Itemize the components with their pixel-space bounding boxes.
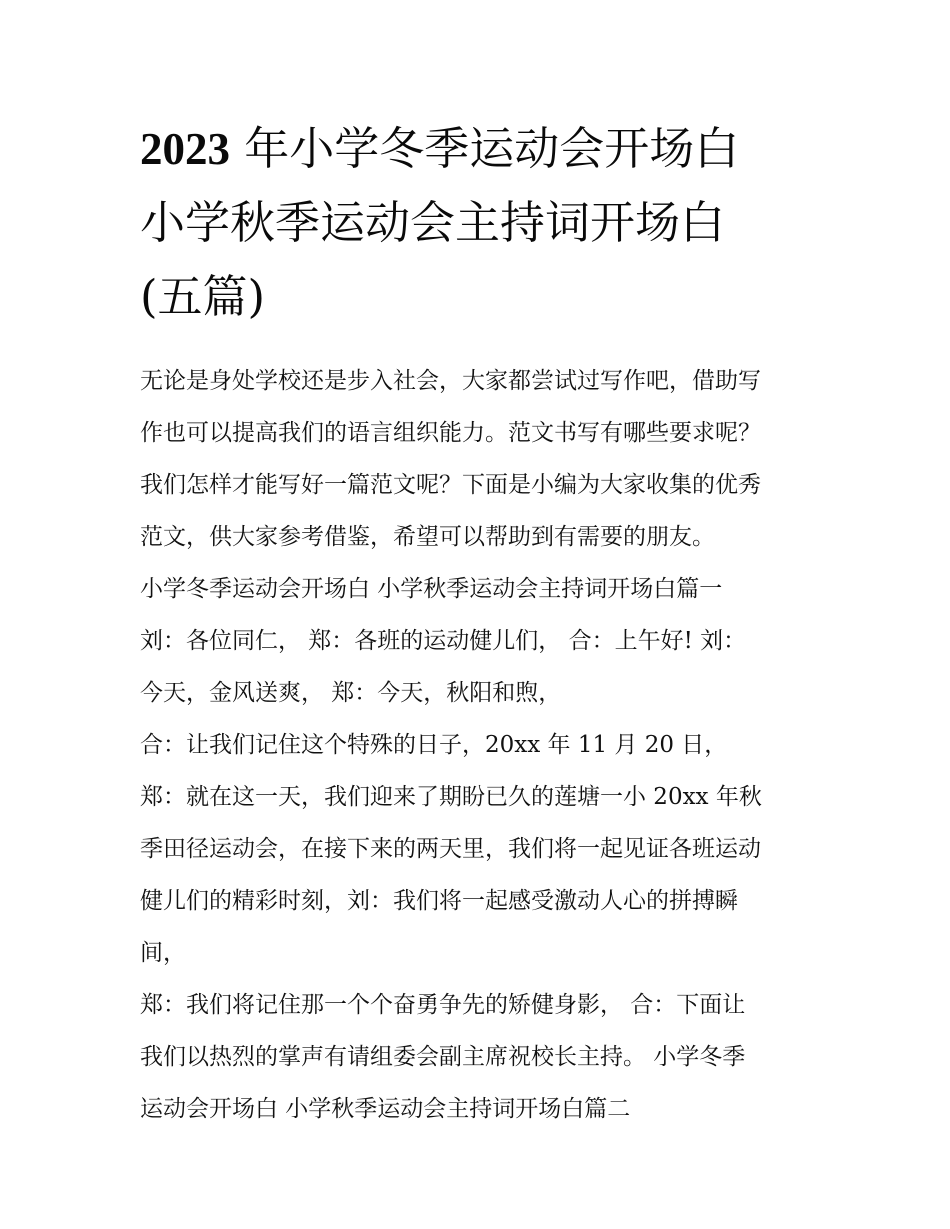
document-body — [140, 355, 820, 1135]
title-line-2: 小学秋季运动会主持词开场白 — [140, 196, 726, 249]
title-line-3: (五篇) — [140, 270, 266, 323]
document-title — [140, 112, 820, 334]
body-line: 郑：我们将记住那一个个奋勇争先的矫健身影， 合：下面让 — [140, 992, 746, 1018]
body-line: 季田径运动会，在接下来的两天里，我们将一起见证各班运动 — [140, 836, 761, 862]
body-line: 范文，供大家参考借鉴，希望可以帮助到有需要的朋友。 — [140, 524, 715, 550]
body-line: 作也可以提高我们的语言组织能力。范文书写有哪些要求呢？ — [140, 420, 761, 446]
body-line: 无论是身处学校还是步入社会，大家都尝试过写作吧，借助写 — [140, 368, 761, 394]
title-line-1 — [140, 112, 820, 186]
body-line: 小学冬季运动会开场白 小学秋季运动会主持词开场白篇一 — [140, 576, 723, 602]
body-line: 我们以热烈的掌声有请组委会副主席祝校长主持。 小学冬季 — [140, 1044, 746, 1070]
body-line: 郑：就在这一天，我们迎来了期盼已久的莲塘一小 20xx 年秋 — [140, 784, 762, 810]
body-line: 健儿们的精彩时刻，刘：我们将一起感受激动人心的拼搏瞬 — [140, 888, 738, 914]
body-line: 间， — [140, 940, 186, 966]
title-line-1-text: 年小学冬季运动会开场白 — [230, 122, 740, 175]
body-line: 刘：各位同仁， 郑：各班的运动健儿们， 合：上午好! 刘： — [140, 628, 747, 654]
body-line: 运动会开场白 小学秋季运动会主持词开场白篇二 — [140, 1096, 631, 1122]
body-line: 今天，金风送爽， 郑：今天，秋阳和煦， — [140, 680, 562, 706]
body-line: 合：让我们记住这个特殊的日子，20xx 年 11 月 20 日， — [140, 732, 728, 758]
title-year: 2023 — [140, 124, 230, 174]
body-line: 我们怎样才能写好一篇范文呢？下面是小编为大家收集的优秀 — [140, 472, 761, 498]
